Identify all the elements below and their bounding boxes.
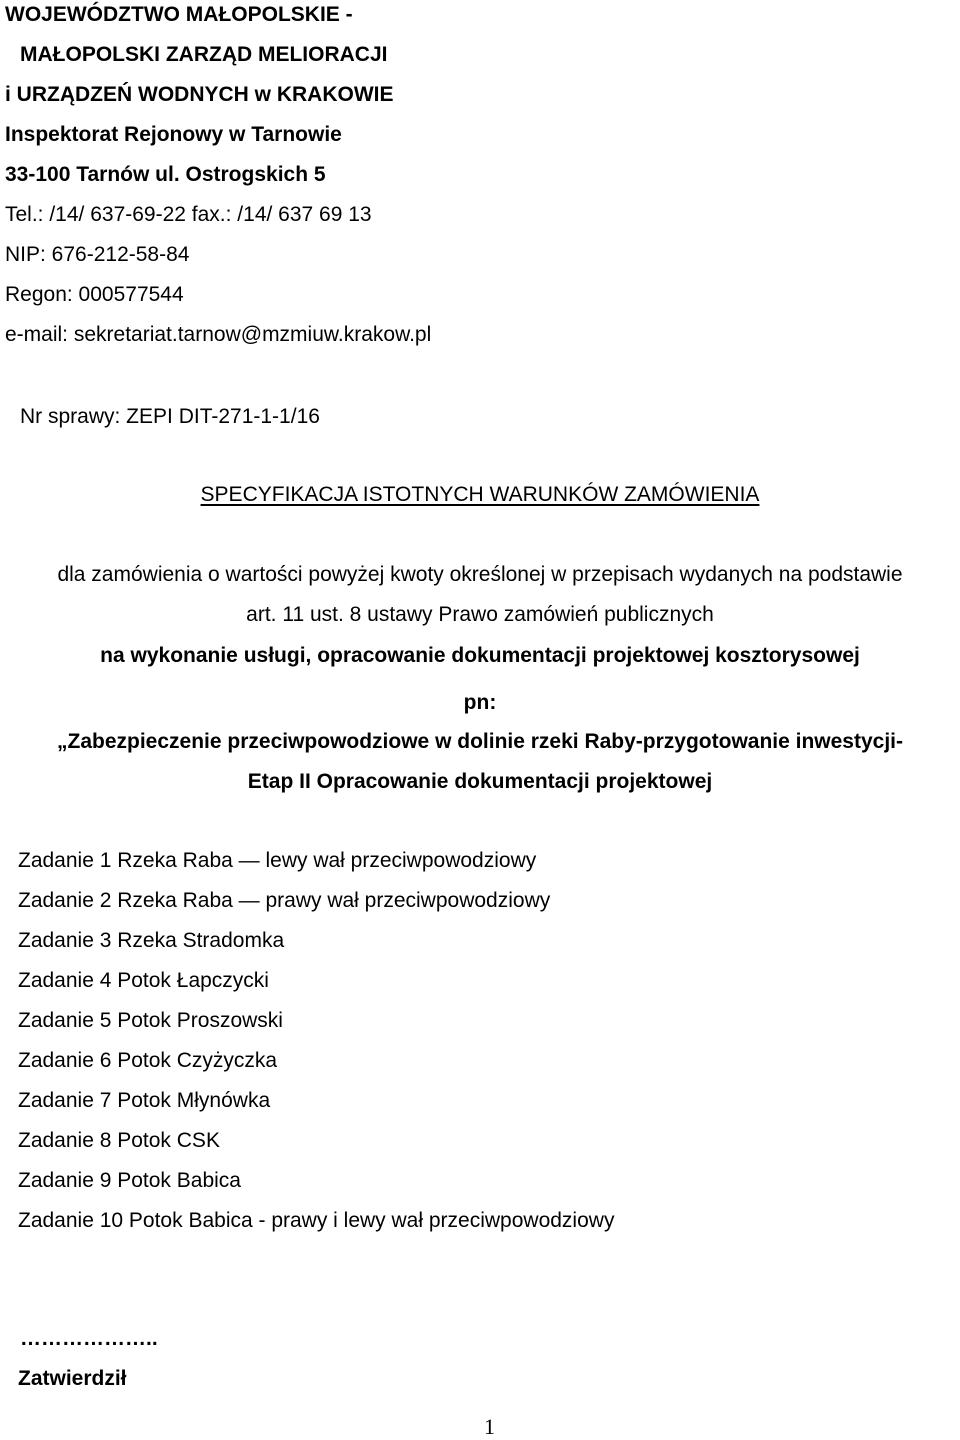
header-line: 33-100 Tarnów ul. Ostrogskich 5 xyxy=(5,163,326,186)
task-item: Zadanie 9 Potok Babica xyxy=(18,1169,241,1192)
project-title-line: „Zabezpieczenie przeciwpowodziowe w dolinie rzeki Raby-przygotowanie inwestycji- xyxy=(57,730,903,753)
intro-line: art. 11 ust. 8 ustawy Prawo zamówień publicznych xyxy=(246,603,714,626)
subject-line: na wykonanie usługi, opracowanie dokumentacji projektowej kosztorysowej xyxy=(100,644,860,667)
task-item: Zadanie 10 Potok Babica - prawy i lewy wał przeciwpowodziowy xyxy=(18,1209,615,1232)
task-item: Zadanie 2 Rzeka Raba — prawy wał przeciwpowodziowy xyxy=(18,889,551,912)
header-line: Inspektorat Rejonowy w Tarnowie xyxy=(5,123,342,146)
task-item: Zadanie 6 Potok Czyżyczka xyxy=(18,1049,278,1072)
case-number: Nr sprawy: ZEPI DIT-271-1-1/16 xyxy=(20,405,320,428)
document-title: SPECYFIKACJA ISTOTNYCH WARUNKÓW ZAMÓWIENIA xyxy=(200,483,760,506)
contact-email: e-mail: sekretariat.tarnow@mzmiuw.krakow.pl xyxy=(5,323,432,346)
task-item: Zadanie 8 Potok CSK xyxy=(18,1129,220,1152)
task-item: Zadanie 5 Potok Proszowski xyxy=(18,1009,283,1032)
contact-regon: Regon: 000577544 xyxy=(5,283,184,306)
header-line: WOJEWÓDZTWO MAŁOPOLSKIE - xyxy=(5,3,353,26)
task-item: Zadanie 4 Potok Łapczycki xyxy=(18,969,269,992)
task-item: Zadanie 3 Rzeka Stradomka xyxy=(18,929,285,952)
header-line: MAŁOPOLSKI ZARZĄD MELIORACJI xyxy=(20,43,388,66)
project-title-line: Etap II Opracowanie dokumentacji projektowej xyxy=(247,770,713,793)
page-number: 1 xyxy=(484,1414,495,1439)
signature-label: Zatwierdził xyxy=(18,1367,127,1390)
task-item: Zadanie 7 Potok Młynówka xyxy=(18,1089,271,1112)
pn-label: pn: xyxy=(463,691,497,714)
header-line: i URZĄDZEŃ WODNYCH w KRAKOWIE xyxy=(5,83,394,106)
intro-line: dla zamówienia o wartości powyżej kwoty określonej w przepisach wydanych na podstawie xyxy=(57,563,903,586)
task-item: Zadanie 1 Rzeka Raba — lewy wał przeciwpowodziowy xyxy=(18,849,537,872)
signature-dots: ……………….. xyxy=(20,1327,158,1350)
contact-nip: NIP: 676-212-58-84 xyxy=(5,243,190,266)
contact-phone-fax: Tel.: /14/ 637-69-22 fax.: /14/ 637 69 13 xyxy=(5,203,372,226)
